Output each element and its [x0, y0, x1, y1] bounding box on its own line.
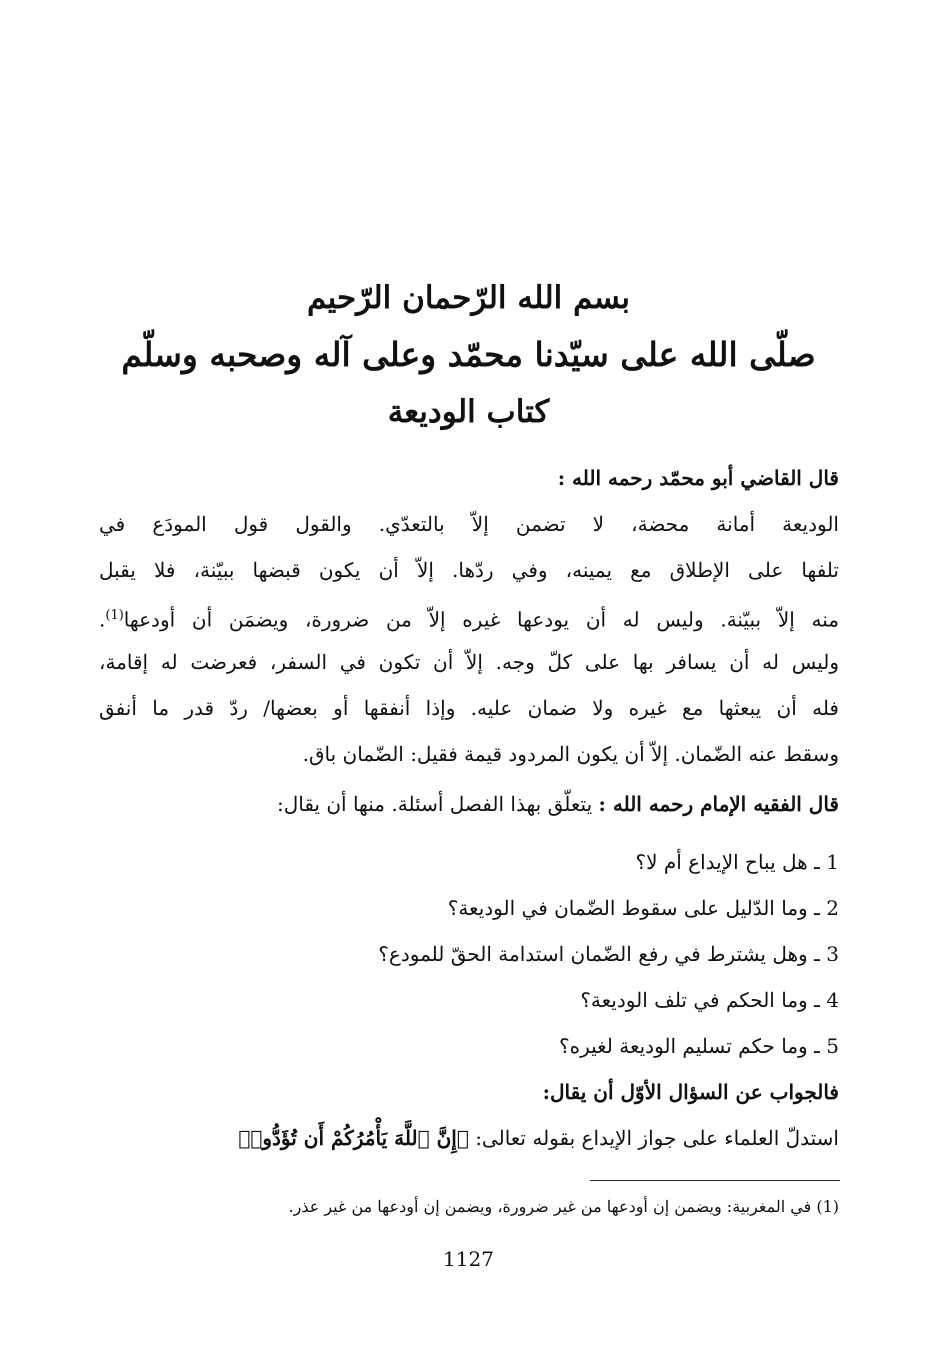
- imam-line: [99, 781, 839, 827]
- question-3: 3 ـ وهل يشترط في رفع الضّمان استدامة الحقّ للمودع؟: [378, 942, 839, 966]
- text-line-3: [99, 593, 839, 639]
- main-text: [99, 455, 839, 1161]
- answer-heading: فالجواب عن السؤال الأوّل أن يقال:: [542, 1080, 839, 1104]
- text-line-2: تلفها على الإطلاق مع يمينه، وفي ردّها. إلاّ أن يكون قبضها ببيّنة، فلا يقبل: [99, 558, 839, 582]
- question-4: 4 ـ وما الحكم في تلف الوديعة؟: [580, 988, 839, 1012]
- text-line-6: وسقط عنه الضّمان. إلاّ أن يكون المردود قيمة فقيل: الضّمان باق.: [302, 742, 839, 766]
- imam-label: قال الفقيه الإمام رحمه الله :: [598, 792, 839, 816]
- text-line-3-body: منه إلاّ ببيّنة. وليس له أن يودعها غيره إلاّ من ضرورة، ويضمَن أن أودعها: [123, 607, 839, 632]
- salawat-heading: صلّى الله على سيّدنا محمّد وعلى آله وصحبه وسلّم: [121, 335, 816, 374]
- question-5: 5 ـ وما حكم تسليم الوديعة لغيره؟: [558, 1034, 839, 1058]
- answer-line: [99, 1115, 839, 1161]
- question-2: 2 ـ وما الدّليل على سقوط الضّمان في الوديعة؟: [447, 896, 839, 920]
- questions-list: [99, 839, 839, 1069]
- book-title: كتاب الوديعة: [387, 394, 550, 430]
- page-number: 1127: [443, 1247, 494, 1271]
- footnote-divider: [590, 1180, 840, 1181]
- text-line-1: الوديعة أمانة محضة، لا تضمن إلاّ بالتعدّي. والقول قول المودَع في: [99, 512, 839, 536]
- quran-verse: ﴿إِنَّ ٱللَّهَ يَأْمُرُكُمْ أَن تُؤَدُّوا۟: [238, 1126, 469, 1150]
- footnote: (1) في المغربية: ويضمن إن أودعها من غير ضرورة، ويضمن إن أودعها من غير عذر.: [288, 1197, 839, 1216]
- footnote-marker[interactable]: (1): [105, 608, 124, 623]
- answer-text: استدلّ العلماء على جواز الإيداع بقوله تعالى:: [475, 1126, 839, 1150]
- imam-text: يتعلّق بهذا الفصل أسئلة. منها أن يقال:: [276, 792, 593, 816]
- headings: [0, 270, 937, 440]
- text-line-3-end: .: [99, 607, 106, 632]
- question-1: 1 ـ هل يباح الإيداع أم لا؟: [635, 850, 839, 874]
- text-line-5: فله أن يبعثها مع غيره ولا ضمان عليه. وإذا أنفقها أو بعضها/ ردّ قدر ما أنفق: [99, 696, 839, 720]
- basmala-heading: بسم الله الرّحمان الرّحيم: [306, 280, 630, 316]
- text-line-4: وليس له أن يسافر بها على كلّ وجه. إلاّ أن تكون في السفر، فعرضت له إقامة،: [99, 650, 839, 674]
- intro-line: قال القاضي أبو محمّد رحمه الله :: [557, 466, 839, 490]
